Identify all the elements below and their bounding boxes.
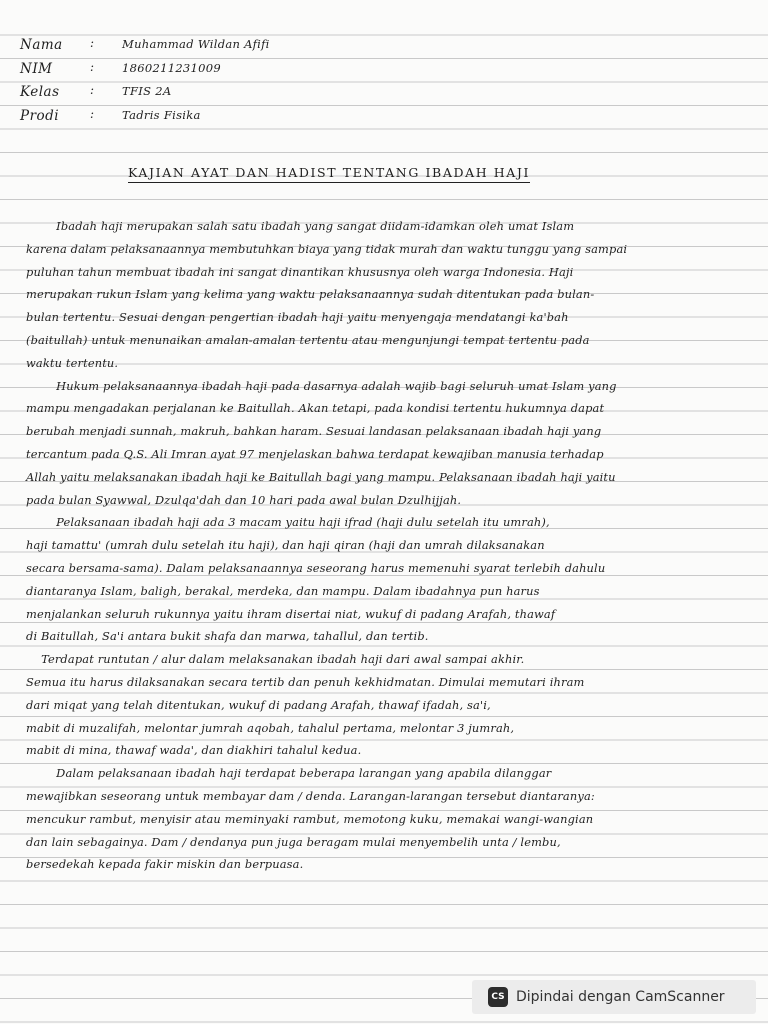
text-line: Allah yaitu melaksanakan ibadah haji ke Baitullah bagi yang mampu. Pelaksanaan ibadah haji yaitu xyxy=(26,469,616,484)
text-line: diantaranya Islam, baligh, berakal, merdeka, dan mampu. Dalam ibadahnya pun harus xyxy=(26,583,540,598)
text-line: Semua itu harus dilaksanakan secara tertib dan penuh kekhidmatan. Dimulai memutari ihram xyxy=(26,674,585,689)
text-line: (baitullah) untuk menunaikan amalan-amalan tertentu atau mengunjungi tempat tertentu pada xyxy=(26,332,590,347)
identity-row-nim xyxy=(20,58,420,82)
identity-row-class xyxy=(20,81,420,105)
text-line: mewajibkan seseorang untuk membayar dam / denda. Larangan-larangan tersebut diantaranya: xyxy=(26,788,595,803)
text-line: berubah menjadi sunnah, makruh, bahkan haram. Sesuai landasan pelaksanaan ibadah haji yang xyxy=(26,424,602,439)
text-line: secara bersama-sama). Dalam pelaksanaannya seseorang harus memenuhi syarat terlebih dahulu xyxy=(26,560,606,575)
identity-separator: : xyxy=(90,36,95,50)
document-title: KAJIAN AYAT DAN HADIST TENTANG IBADAH HAJI xyxy=(128,165,530,183)
identity-value: Muhammad Wildan Afifi xyxy=(122,37,270,51)
text-line: mabit di mina, thawaf wada', dan diakhiri tahalul kedua. xyxy=(26,743,362,758)
text-line: mampu mengadakan perjalanan ke Baitullah. Akan tetapi, pada kondisi tertentu hukumnya dapat xyxy=(26,401,605,416)
text-line: karena dalam pelaksanaannya membutuhkan biaya yang tidak murah dan waktu tunggu yang sampai xyxy=(26,241,628,256)
text-line: tercantum pada Q.S. Ali Imran ayat 97 menjelaskan bahwa terdapat kewajiban manusia terhadap xyxy=(26,446,604,461)
identity-value: TFIS 2A xyxy=(122,84,172,98)
text-line: dari miqat yang telah ditentukan, wukuf di padang Arafah, thawaf ifadah, sa'i, xyxy=(26,697,491,712)
text-line: Terdapat runtutan / alur dalam melaksanakan ibadah haji dari awal sampai akhir. xyxy=(26,652,525,667)
text-line: mabit di muzalifah, melontar jumrah aqobah, tahalul pertama, melontar 3 jumrah, xyxy=(26,720,515,735)
identity-label: NIM xyxy=(20,60,53,77)
text-line: waktu tertentu. xyxy=(26,355,119,370)
student-identity-block xyxy=(20,34,420,128)
text-line: mencukur rambut, menyisir atau meminyaki rambut, memotong kuku, memakai wangi-wangian xyxy=(26,811,594,826)
text-line: puluhan tahun membuat ibadah ini sangat dinantikan khususnya oleh warga Indonesia. Haji xyxy=(26,264,574,279)
text-line: dan lain sebagainya. Dam / dendanya pun juga beragam mulai menyembelih unta / lembu, xyxy=(26,834,561,849)
text-line: Hukum pelaksanaannya ibadah haji pada dasarnya adalah wajib bagi seluruh umat Islam yang xyxy=(26,378,617,393)
text-line: haji tamattu' (umrah dulu setelah itu haji), dan haji qiran (haji dan umrah dilaksanakan xyxy=(26,538,545,553)
identity-separator: : xyxy=(90,59,95,74)
identity-label: Prodi xyxy=(20,107,60,124)
identity-row-name xyxy=(20,34,420,58)
text-line: pada bulan Syawwal, Dzulqa'dah dan 10 hari pada awal bulan Dzulhijjah. xyxy=(26,492,462,507)
camscanner-logo-icon: CS xyxy=(488,987,508,1007)
text-line: Ibadah haji merupakan salah satu ibadah yang sangat diidam-idamkan oleh umat Islam xyxy=(26,219,575,233)
identity-separator: : xyxy=(90,106,95,121)
text-line: Pelaksanaan ibadah haji ada 3 macam yaitu haji ifrad (haji dulu setelah itu umrah), xyxy=(26,515,550,530)
camscanner-label: Dipindai dengan CamScanner xyxy=(516,989,725,1005)
identity-label: Nama xyxy=(20,37,63,53)
text-line: merupakan rukun Islam yang kelima yang waktu pelaksanaannya sudah ditentukan pada bulan- xyxy=(26,287,595,302)
camscanner-watermark xyxy=(472,980,756,1014)
essay-body xyxy=(26,215,764,876)
text-line: bersedekah kepada fakir miskin dan berpuasa. xyxy=(26,857,304,872)
identity-value: 1860211231009 xyxy=(122,60,222,75)
identity-separator: : xyxy=(90,83,95,97)
identity-value: Tadris Fisika xyxy=(122,107,201,122)
text-line: Dalam pelaksanaan ibadah haji terdapat beberapa larangan yang apabila dilanggar xyxy=(26,766,552,781)
text-line: bulan tertentu. Sesuai dengan pengertian ibadah haji yaitu menyengaja mendatangi ka'bah xyxy=(26,310,569,325)
identity-label: Kelas xyxy=(20,84,60,100)
text-line: di Baitullah, Sa'i antara bukit shafa dan marwa, tahallul, dan tertib. xyxy=(26,629,429,644)
text-line: menjalankan seluruh rukunnya yaitu ihram disertai niat, wukuf di padang Arafah, thawaf xyxy=(26,606,556,621)
identity-row-study-program xyxy=(20,105,420,129)
